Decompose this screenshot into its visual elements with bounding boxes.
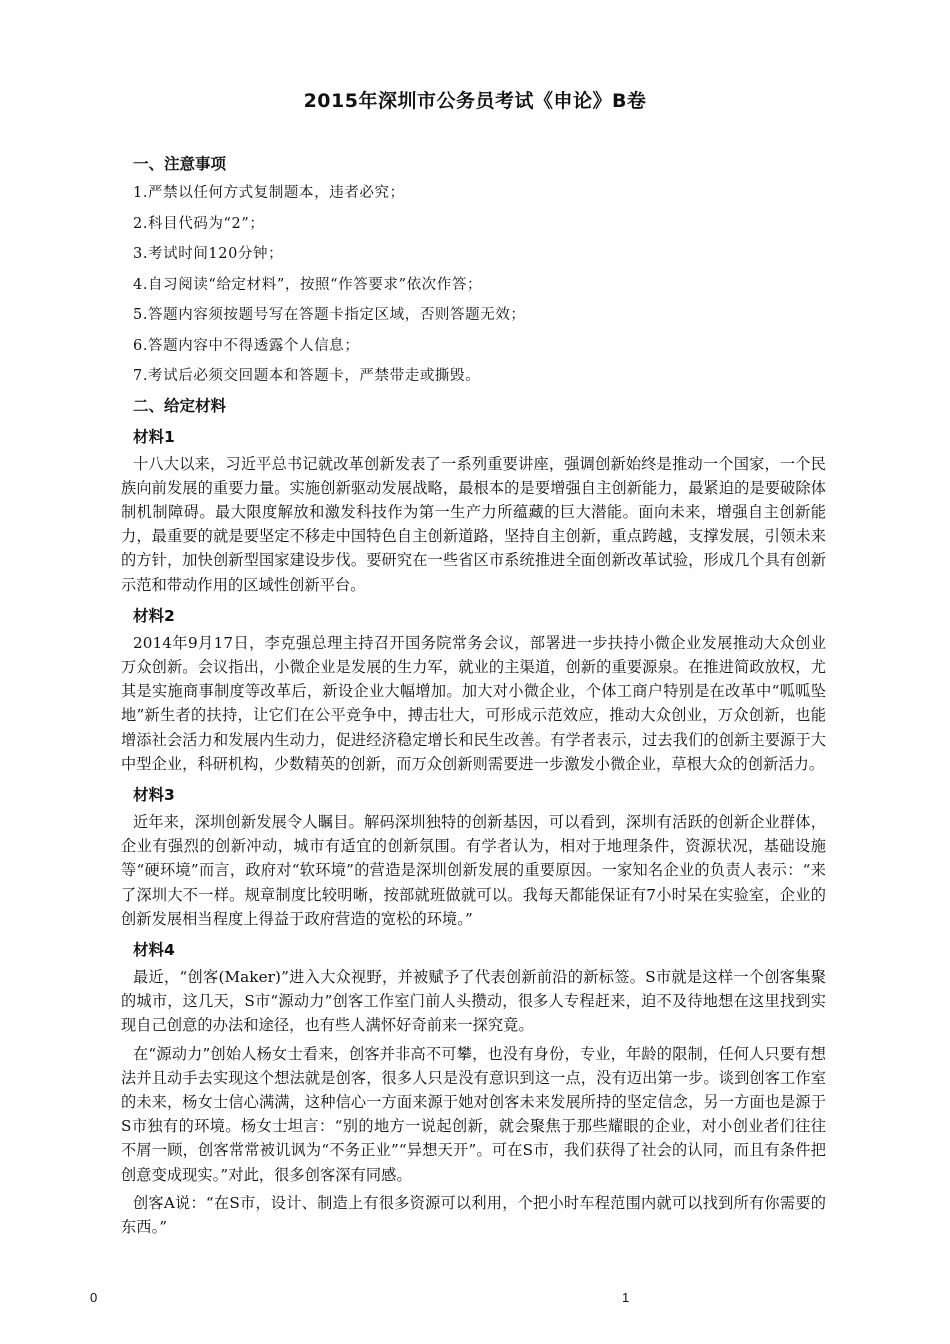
- material-paragraph: 创客A说：“在S市，设计、制造上有很多资源可以利用，个把小时车程范围内就可以找到所有你需要的东西。”: [121, 1193, 826, 1236]
- notice-item: 5.答题内容须按题号写在答题卡指定区域，否则答题无效；: [133, 307, 526, 323]
- document-body: [121, 150, 838, 1243]
- material-paragraph: 十八大以来，习近平总书记就改革创新发表了一系列重要讲座，强调创新始终是推动一个国家，一个民族向前发展的重要力量。实施创新驱动发展战略，最根本的是要增强自主创新能力，最紧迫的是要破除体制机制障碍。最大限度解放和激发科技作为第一生产力所蕴藏的巨大潜能。面向未来，增强自主创新能力，最重要的就是要坚定不移走中国特色自主创新道路，坚持自主创新，重点跨越，支撑发展，引领未来的方针，加快创新型国家建设步伐。要研究在一些省区市系统推进全面创新改革试验，形成几个具有创新示范和带动作用的区域性创新平台。: [121, 454, 826, 594]
- page-title: 2015年深圳市公务员考试《申论》B卷: [303, 90, 647, 112]
- material-heading: 材料3: [133, 785, 175, 804]
- material-heading: 材料2: [133, 606, 175, 625]
- footer-page-right: 1: [622, 1290, 630, 1305]
- notice-item: 4.自习阅读“给定材料”，按照“作答要求”依次作答；: [133, 276, 483, 293]
- footer-page-left: 0: [90, 1290, 98, 1305]
- notice-item: 7.考试后必须交回题本和答题卡，严禁带走或撕毁。: [133, 368, 481, 384]
- notice-heading: 一、注意事项: [133, 155, 227, 173]
- notice-item: 3.考试时间120分钟；: [133, 246, 284, 262]
- material-heading: 材料4: [133, 940, 175, 959]
- material-paragraph: 近年来，深圳创新发展令人瞩目。解码深圳独特的创新基因，可以看到，深圳有活跃的创新企业群体，企业有强烈的创新冲动，城市有适宜的创新氛围。有学者认为，相对于地理条件，资源状况，基础设施等“硬环境”而言，政府对“软环境”的营造是深圳创新发展的重要原因。一家知名企业的负责人表示：“来了深圳大不一样。规章制度比较明晰，按部就班做就可以。我每天都能保证有7小时呆在实验室，企业的创新发展相当程度上得益于政府营造的宽松的环境。”: [121, 812, 826, 928]
- notice-item: 6.答题内容中不得透露个人信息；: [133, 337, 360, 354]
- material-paragraph: 最近，“创客(Maker)”进入大众视野，并被赋予了代表创新前沿的新标签。S市就是这样一个创客集聚的城市，这几天，S市“源动力”创客工作室门前人头攒动，很多人专程赶来，迫不及待地想在这里找到实现自己创意的办法和途径，也有些人满怀好奇前来一探究竟。: [121, 967, 826, 1035]
- materials-heading: 二、给定材料: [133, 396, 227, 415]
- material-paragraph: 2014年9月17日，李克强总理主持召开国务院常务会议，部署进一步扶持小微企业发展推动大众创业万众创新。会议指出，小微企业是发展的生力军，就业的主渠道，创新的重要源泉。在推进简政放权，尤其是实施商事制度等改革后，新设企业大幅增加。加大对小微企业，个体工商户特别是在改革中“呱呱坠地”新生者的扶持，让它们在公平竞争中，搏击壮大，可形成示范效应，推动大众创业，万众创新，也能增添社会活力和发展内生动力，促进经济稳定增长和民生改善。有学者表示，过去我们的创新主要源于大中型企业，科研机构，少数精英的创新，而万众创新则需要进一步激发小微企业，草根大众的创新活力。: [121, 633, 826, 773]
- material-paragraph: 在“源动力”创始人杨女士看来，创客并非高不可攀，也没有身份，专业，年龄的限制，任何人只要有想法并且动手去实现这个想法就是创客，很多人只是没有意识到这一点，没有迈出第一步。谈到创客工作室的未来，杨女士信心满满，这种信心一方面来源于她对创客未来发展所持的坚定信念，另一方面也是源于S市独有的环境。杨女士坦言：“别的地方一说起创新，就会聚焦于那些耀眼的企业，对小创业者们往往不屑一顾，创客常常被讥讽为“不务正业”“异想天开”。可在S市，我们获得了社会的认同，而且有条件把创意变成现实。”对此，很多创客深有同感。: [121, 1044, 826, 1184]
- material-heading: 材料1: [133, 427, 175, 446]
- notice-item: 1.严禁以任何方式复制题本，违者必究；: [133, 185, 405, 201]
- notice-item: 2.科目代码为“2”；: [133, 215, 265, 232]
